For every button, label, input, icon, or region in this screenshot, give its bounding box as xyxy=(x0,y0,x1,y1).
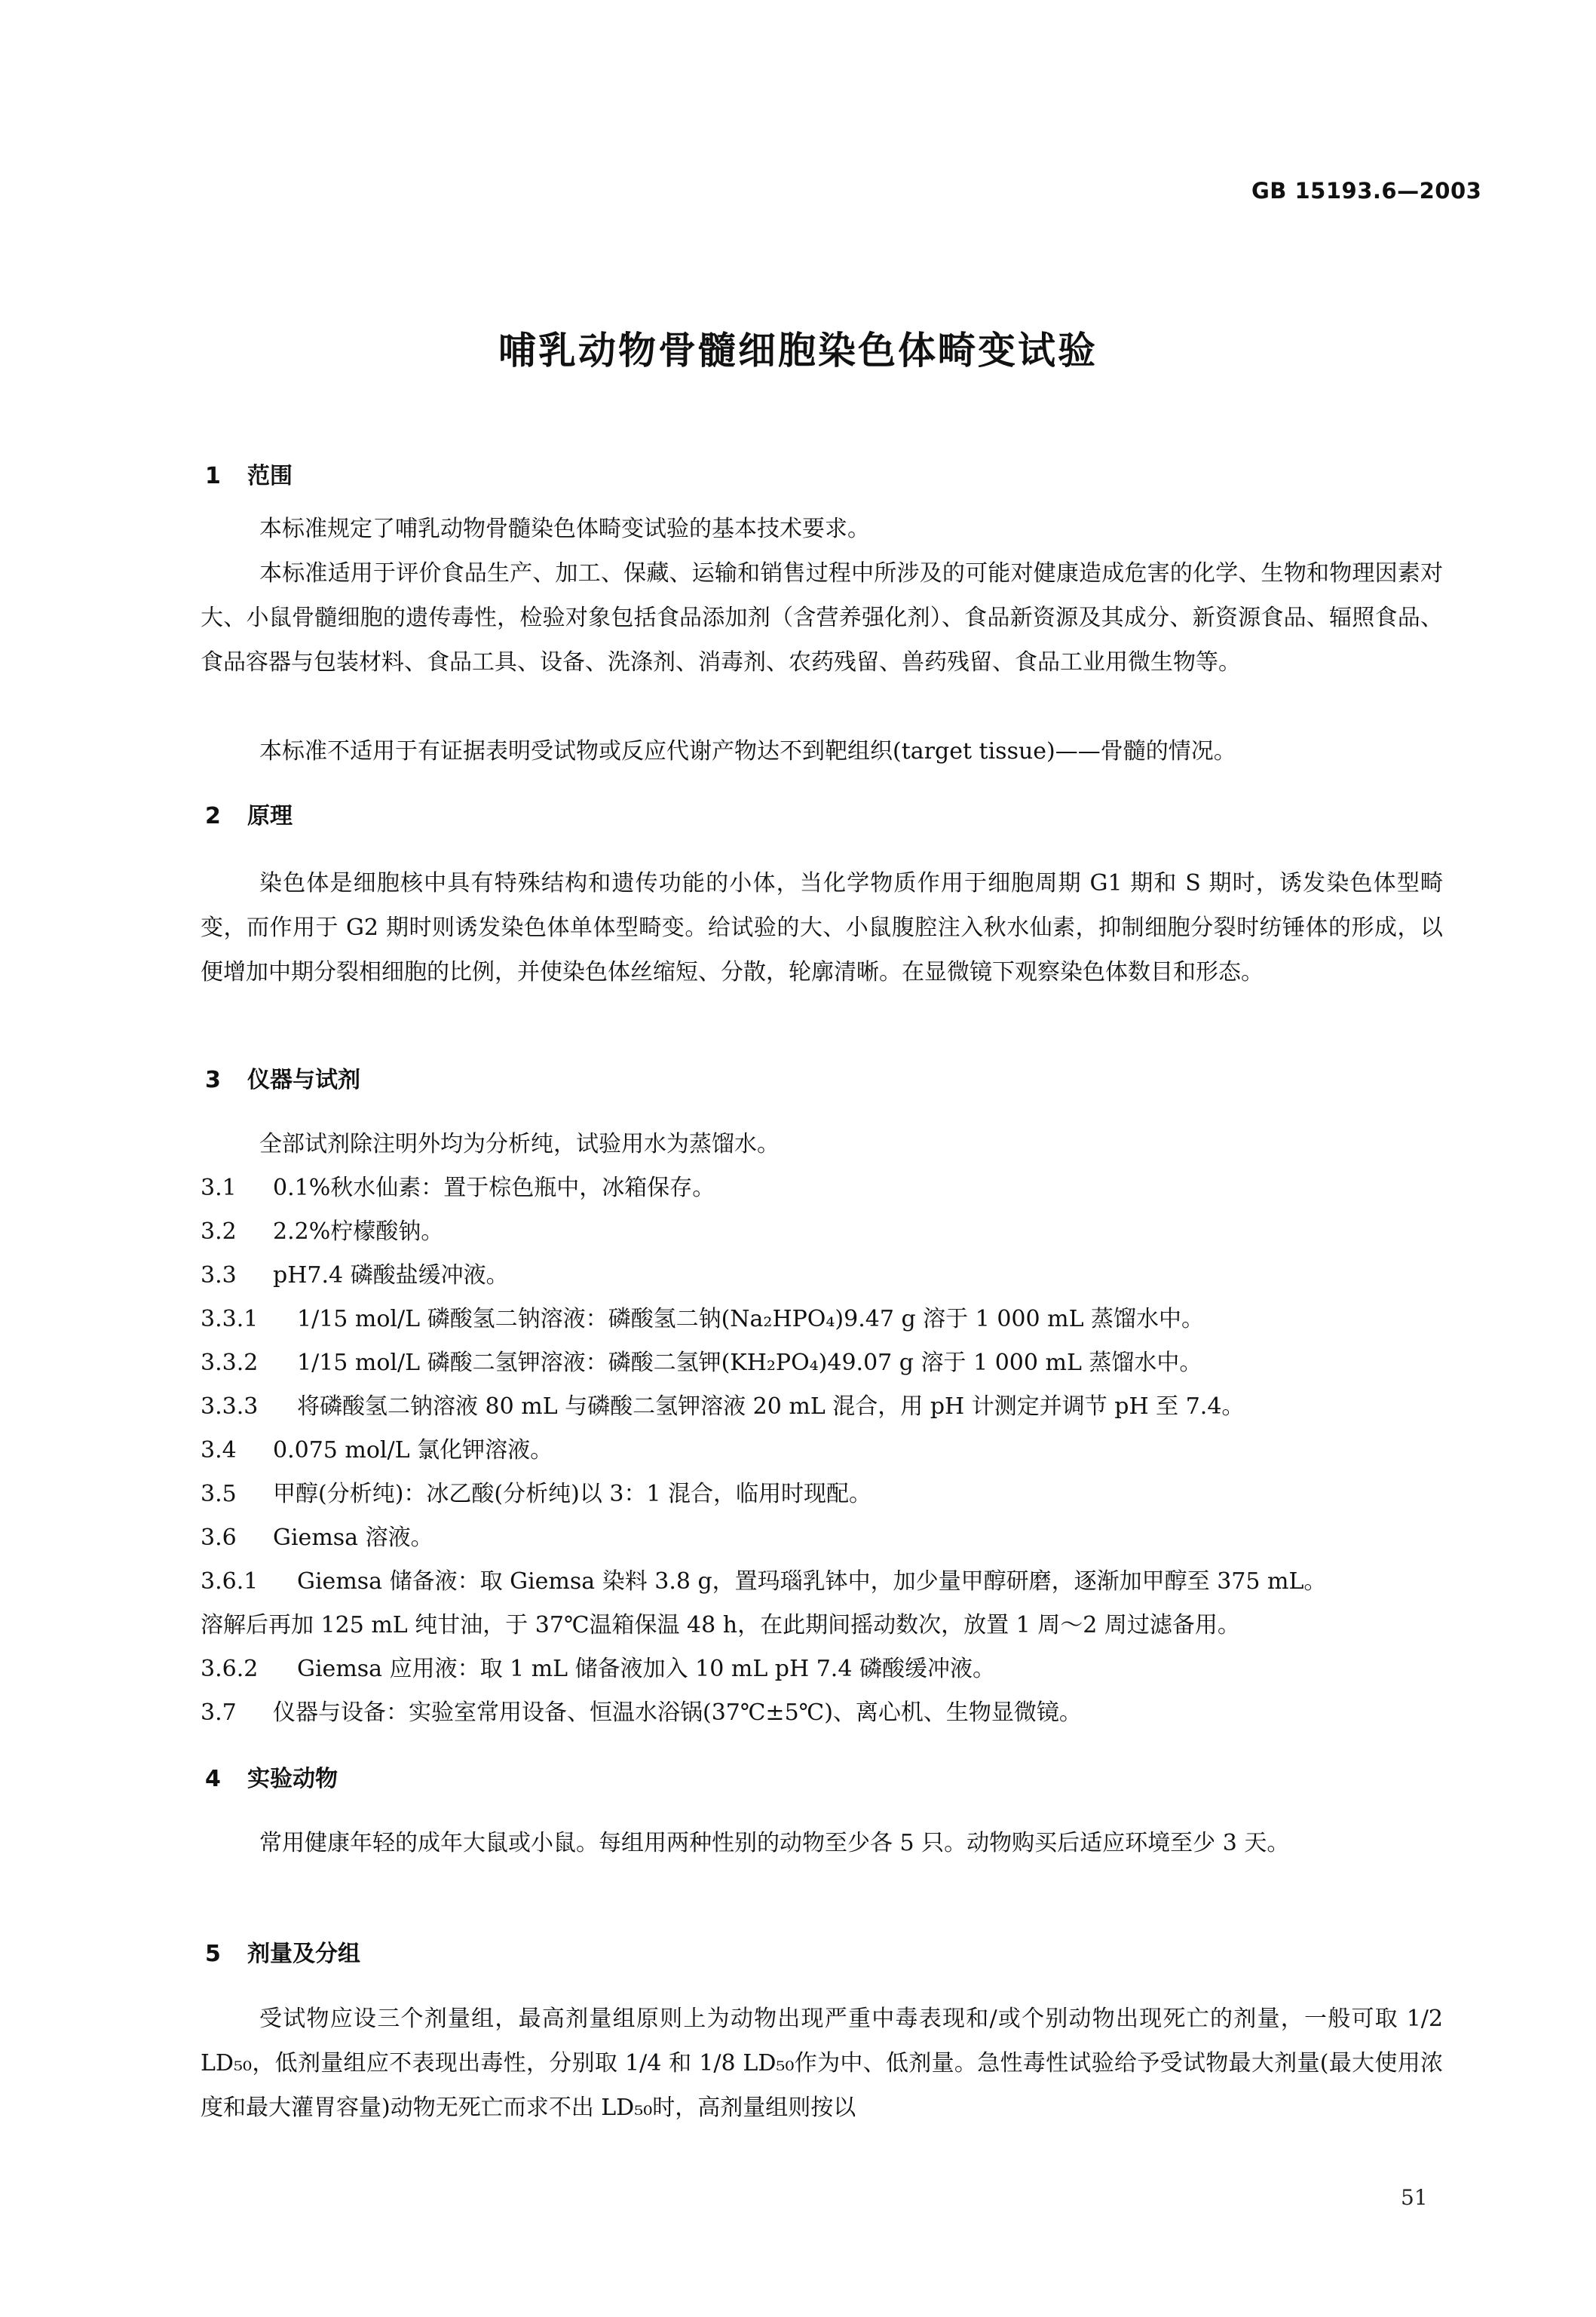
section-heading-5 xyxy=(205,1939,360,1969)
section-title: 原理 xyxy=(247,803,293,829)
section-title: 实验动物 xyxy=(247,1766,338,1792)
paragraph: 本标准不适用于有证据表明受试物或反应代谢产物达不到靶组织(target tissue)——骨髓的情况。 xyxy=(259,738,1236,765)
list-item xyxy=(201,1690,1443,1735)
section-number: 1 xyxy=(205,463,221,489)
item-text: 0.1%秋水仙素：置于棕色瓶中，冰箱保存。 xyxy=(273,1175,715,1201)
item-text: 仪器与设备：实验室常用设备、恒温水浴锅(37℃±5℃)、离心机、生物显微镜。 xyxy=(273,1699,1082,1726)
item-text: 甲醇(分析纯)：冰乙酸(分析纯)以 3：1 混合，临用时现配。 xyxy=(273,1481,872,1507)
item-number: 3.6.2 xyxy=(201,1656,259,1682)
item-number: 3.3.1 xyxy=(201,1306,259,1332)
list-item xyxy=(201,1341,1443,1385)
section-heading-1 xyxy=(205,461,293,492)
item-text: 将磷酸氢二钠溶液 80 mL 与磷酸二氢钾溶液 20 mL 混合，用 pH 计测定并调节 pH 至 7.4。 xyxy=(297,1393,1245,1420)
section-title: 范围 xyxy=(247,463,293,489)
item-number: 3.2 xyxy=(201,1218,237,1245)
list-item xyxy=(201,1253,1443,1298)
item-number: 3.6.1 xyxy=(201,1568,259,1595)
paragraph: 常用健康年轻的成年大鼠或小鼠。每组用两种性别的动物至少各 5 只。动物购买后适应环境至少 3 天。 xyxy=(259,1830,1290,1856)
list-item xyxy=(201,1516,1443,1560)
item-number: 3.3 xyxy=(201,1262,237,1289)
paragraph: 受试物应设三个剂量组，最高剂量组原则上为动物出现严重中毒表现和/或个别动物出现死亡的剂量，一般可取 1/2 LD₅₀，低剂量组应不表现出毒性，分别取 1/4 和 1/8 LD₅₀作为中、低剂量。急性毒性试验给予受试物最大剂量(最大使用浓度和最大灌胃容量)动物无死亡而求不出 LD₅₀时，高剂量组则按以 xyxy=(201,2006,1443,2121)
paragraph: 本标准适用于评价食品生产、加工、保藏、运输和销售过程中所涉及的可能对健康造成危害的化学、生物和物理因素对大、小鼠骨髓细胞的遗传毒性，检验对象包括食品添加剂（含营养强化剂）、食品新资源及其成分、新资源食品、辐照食品、食品容器与包装材料、食品工具、设备、洗涤剂、消毒剂、农药残留、兽药残留、食品工业用微生物等。 xyxy=(201,560,1443,676)
list-item xyxy=(201,1384,1443,1429)
section-title: 仪器与试剂 xyxy=(247,1067,360,1093)
item-number: 3.4 xyxy=(201,1437,237,1463)
standard-number: GB 15193.6—2003 xyxy=(1251,178,1482,204)
list-item xyxy=(201,1647,1443,1691)
item-text: pH7.4 磷酸盐缓冲液。 xyxy=(273,1262,509,1289)
list-item xyxy=(201,1428,1443,1473)
item-text: Giemsa 应用液：取 1 mL 储备液加入 10 mL pH 7.4 磷酸缓冲液。 xyxy=(297,1656,995,1682)
section-title: 剂量及分组 xyxy=(247,1941,360,1967)
list-item xyxy=(201,1297,1443,1341)
document-title: 哺乳动物骨髓细胞染色体畸变试验 xyxy=(498,329,1098,372)
item-text: 0.075 mol/L 氯化钾溶液。 xyxy=(273,1437,553,1463)
list-item-continuation: 溶解后再加 125 mL 纯甘油，于 37℃温箱保温 48 h，在此期间摇动数次，放置 1 周～2 周过滤备用。 xyxy=(201,1612,1240,1638)
item-number: 3.5 xyxy=(201,1481,237,1507)
paragraph: 本标准规定了哺乳动物骨髓染色体畸变试验的基本技术要求。 xyxy=(259,516,870,542)
section-heading-4 xyxy=(205,1764,338,1794)
section-number: 4 xyxy=(205,1766,221,1792)
paragraph: 全部试剂除注明外均为分析纯，试验用水为蒸馏水。 xyxy=(259,1131,780,1157)
section-number: 3 xyxy=(205,1067,221,1093)
item-text: 2.2%柠檬酸钠。 xyxy=(273,1218,444,1245)
section-number: 5 xyxy=(205,1941,221,1967)
item-text: Giemsa 溶液。 xyxy=(273,1525,433,1551)
section-number: 2 xyxy=(205,803,221,829)
item-number: 3.3.2 xyxy=(201,1350,259,1376)
section-heading-2 xyxy=(205,801,293,832)
item-text: 1/15 mol/L 磷酸氢二钠溶液：磷酸氢二钠(Na₂HPO₄)9.47 g 溶于 1 000 mL 蒸馏水中。 xyxy=(297,1306,1205,1332)
page-number: 51 xyxy=(1401,2185,1428,2210)
section-heading-3 xyxy=(205,1065,360,1096)
item-text: 1/15 mol/L 磷酸二氢钾溶液：磷酸二氢钾(KH₂PO₄)49.07 g 溶于 1 000 mL 蒸馏水中。 xyxy=(297,1350,1202,1376)
list-item xyxy=(201,1209,1443,1254)
item-number: 3.6 xyxy=(201,1525,237,1551)
item-number: 3.3.3 xyxy=(201,1393,259,1420)
item-number: 3.7 xyxy=(201,1699,237,1726)
paragraph: 染色体是细胞核中具有特殊结构和遗传功能的小体，当化学物质作用于细胞周期 G1 期和 S 期时，诱发染色体型畸变，而作用于 G2 期时则诱发染色体单体型畸变。给试验的大、小鼠腹腔注入秋水仙素，抑制细胞分裂时纺锤体的形成，以便增加中期分裂相细胞的比例，并使染色体丝缩短、分散，轮廓清晰。在显微镜下观察染色体数目和形态。 xyxy=(201,870,1443,985)
list-item xyxy=(201,1559,1443,1604)
list-item xyxy=(201,1472,1443,1516)
item-number: 3.1 xyxy=(201,1175,237,1201)
list-item xyxy=(201,1166,1443,1210)
item-text: Giemsa 储备液：取 Giemsa 染料 3.8 g，置玛瑙乳钵中，加少量甲醇研磨，逐渐加甲醇至 375 mL。 xyxy=(297,1568,1327,1595)
